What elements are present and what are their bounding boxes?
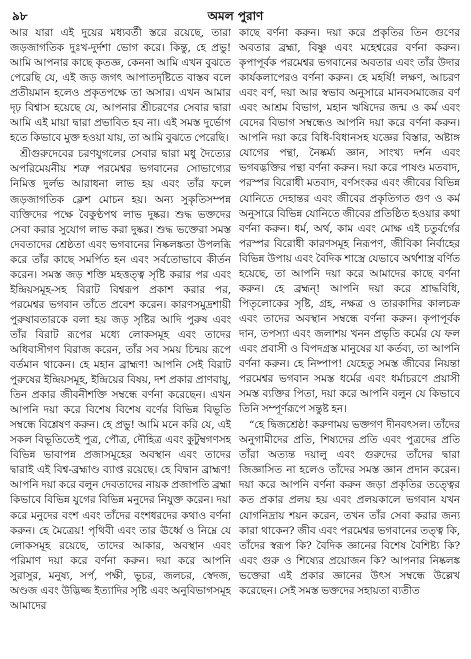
running-title: অমল পুরাণ (207, 9, 264, 23)
text-columns (10, 26, 461, 651)
paragraph: “হে দ্বিজশ্রেষ্ঠ! করুণাময় ভক্তগণ দীনবৎসল। তাঁদের অনুগামীদের প্রতি, শিষ্যদের প্রতি এবং পুত্রদের প্রতি তাঁরা অত্যন্ত দয়ালু এবং গুরুদের তাঁদের দ্বারা জিজ্ঞাসিত না হলেও তাঁদের সমস্ত জ্ঞান প্রদান করেন। দয়া করে আপনি বর্ণনা করুন জড়া প্রকৃতির তত্ত্বের কত প্রকার প্রলয় হয় এবং প্রলয়কালে ভগবান যখন যোগনিদ্রায় শয়ন করেন, তখন তাঁর সেবা করার জন্য কারা থাকেন? জীব এবং পরমেশ্বর ভগবানের তত্ত্ব কি, তাঁদের স্বরূপ কি? বৈদিক জ্ঞানের বিশেষ বৈশিষ্ট্য কি? এবং গুরু ও শিষ্যের প্রয়োজন কি? আপনার নিষ্কলঙ্ক ভক্তেরা এই প্রকার জ্ঞানের উৎস সম্বন্ধে উল্লেখ করেছেন। সেই সমস্ত ভক্তদের সহায়তা ব্যতীত (239, 419, 460, 597)
left-column (10, 26, 231, 651)
right-column (239, 26, 460, 651)
page-header (10, 8, 461, 26)
paragraph: আর যারা এই দুয়ের মধ্যবর্তী স্তরে রয়েছে, তারা জড়জাগতিক দুঃখ-দুর্দশা ভোগ করে। কিন্তু, হে প্রভু! আমি আপনার কাছে কৃতজ্ঞ, কেননা আমি এখন বুঝতে পেরেছি যে, এই জড় জগৎ আপাতদৃষ্টিতে বাস্তব বলে প্রতীয়মান হলেও প্রকৃতপক্ষে তা অসার। এখন আমার দৃঢ় বিশ্বাস হয়েছে যে, আপনার শ্রীচরণের সেবার দ্বারা আমি এই মায়া দ্বারা প্রভাবিত হব না। এই সমস্ত দুর্ভোগ হতে কিভাবে মুক্ত হওয়া যায়, তা আমি বুঝতে পেরেছি। (10, 27, 231, 145)
page-number: ৯৮ (12, 9, 28, 23)
paragraph: কাছে বর্ণনা করুন। দয়া করে প্রকৃতির তিন গুণের অবতার ব্রহ্মা, বিষ্ণু এবং মহেশ্বরের বর্ণনা করুন। কৃপাপূর্বক পরমেশ্বর ভগবানের অবতার এবং তাঁর উদার কার্যকলাপেরও বর্ণনা করুন। হে মহর্ষি! লক্ষণ, আচরণ এবং বর্ণ, দয়া আর স্বভাব অনুসারে মানবসমাজের বর্ণ এবং আশ্রম বিভাগ, মহান ঋষিদের জন্ম ও কর্ম এবং বেদের বিভাগ সম্বন্ধেও আপনি দয়া করে বর্ণনা করুন। আপনি দয়া করে বিধি-বিধানসহ যজ্ঞের বিস্তার, অষ্টাঙ্গ যোগের পন্থা, নৈষ্কর্ম্য জ্ঞান, সাংখ্য দর্শন এবং ভগবদ্ভক্তির পন্থা বর্ণনা করুন। দয়া করে পাষণ্ড মতবাদ, পরস্পর বিরোধী মতবাদ, বর্ণসংকর এবং জীবের বিভিন্ন যোনিতে দেহান্তর এবং জীবের প্রকৃতিগত গুণ ও কর্ম অনুসারে বিভিন্ন যোনিতে জীবের প্রতিষ্ঠিত হওয়ার কথা বর্ণনা করুন। ধর্ম, অর্থ, কাম এবং মোক্ষ এই চতুর্বর্গের পরস্পর বিরোধী কারণসমূহ নিরূপণ, জীবিকা নির্বাহের বিভিন্ন উপায় এবং বৈদিক শাস্ত্রে যেভাবে অর্থশাস্ত্র বর্ণিত হয়েছে, তা আপনি দয়া করে আমাদের কাছে বর্ণনা করুন। হে ব্রহ্মন্! আপনি দয়া করে শ্রাদ্ধবিধি, পিতৃলোকের সৃষ্টি, গ্রহ, নক্ষত্র ও তারকাদির কালচক্র এবং তাদের অবস্থান সম্বন্ধে বর্ণনা করুন। কৃপাপূর্বক দান, তপস্যা এবং জলাশয় খনন প্রভৃতি কর্মের যে ফল এবং প্রবাসী ও বিপদগ্রস্ত মানুষের যা কর্তব্য, তা আপনি বর্ণনা করুন। হে নিষ্পাপ! যেহেতু সমস্ত জীবের নিয়ন্তা পরমেশ্বর ভগবান সমস্ত ধর্মের এবং ধর্মাচরণে প্রয়াসী সমস্ত ব্যক্তির পিতা, দয়া করে আপনি বলুন যে কিভাবে তিনি সম্পূর্ণরূপে সন্তুষ্ট হন। (239, 27, 460, 416)
paragraph: শ্রীগুরুদেবের চরণযুগলের সেবার দ্বারা মধু দৈত্যের অপরিমেয়নীয় শত্রু পরমেশ্বর ভগবানের সোভাগ্যের নিমিত্ত দুর্লভ আরাধনা লাভ হয় এবং তাঁর ফলে জড়জাগতিক ক্লেশ মোচন হয়। অন্য সুকৃতিসম্পন্ন ব্যক্তিদের পক্ষে বৈকুণ্ঠপথ লাভ দুষ্কর। শুদ্ধ ভক্তদের সেবা করার সুযোগ লাভ করা দুষ্কর। শুদ্ধ ভক্তেরা সমস্ত দেবতাদের শ্রেষ্ঠতা এবং ভগবানের নিষ্কলঙ্কতা উপলব্ধি করে তাঁর কাছে সমর্পিত হন এবং সর্বতোভাবে কীর্তন করেন। সমস্ত জড় শক্তি মহত্তত্ত্ব সৃষ্টি করার পর এবং ইন্দ্রিয়সমূহ-সহ বিরাট বিশ্বরূপ প্রকাশ করার পর, পরমেশ্বর ভগবান তাঁতে প্রবেশ করেন। কারণসমুদ্রশায়ী পুরুষাবতারকে বলা হয় জড় সৃষ্টির আদি পুরুষ এবং তাঁর বিরাট রূপের মধ্যে লোকসমূহ এবং তাদের অধিবাসীগণ বিরাজ করেন, তাঁর সব সময় চিন্ময় রূপে বর্তমান থাকেন। হে মহান ব্রাহ্মণ! আপনি সেই বিরাট পুরুষের ইন্দ্রিয়সমূহ, ইন্দ্রিয়ের বিষয়, দশ প্রকার প্রাণবায়ু, তিন প্রকার জীবনীশক্তি সম্বন্ধে বর্ণনা করেছেন। এখন আপনি দয়া করে বিশেষ বিশেষ বর্ণের বিভিন্ন বিভূতি সম্বন্ধে বিশ্লেষণ করুন। হে প্রভু! আমি মনে করি যে, এই সকল বিভূতিতেই পুত্র, পৌত্র, দৌহিত্র এবং কুটুম্বগণসহ বিভিন্ন ভাবাপন্ন প্রজাসমূহের অবস্থান এবং তাদের দ্বারাই এই বিশ্ব-ব্রহ্মাণ্ড ব্যাপ্ত রয়েছে। হে বিদ্বান ব্রাহ্মণ! আপনি দয়া করে বলুন দেবতাদের নায়ক প্রজাপতি ব্রহ্মা কিভাবে বিভিন্ন যুগের বিভিন্ন মনুদের নিযুক্ত করেন। দয়া করে মনুদের বংশ এবং তাঁদের বংশধরদের কথাও বর্ণনা করুন। হে মৈত্রেয়! পৃথিবী এবং তার ঊর্ধ্বে ও নিম্নে যে লোকসমূহ রয়েছে, তাদের আকার, অবস্থান এবং পরিমাণ দয়া করে বর্ণনা করুন। দয়া করে আপনি সুরাসুর, মনুষ্য, সর্প, পক্ষী, ভূচর, জলচর, স্বেদজ, অণ্ডজ এবং উদ্ভিজ্জ ইত্যাদির সৃষ্টি এবং অনুবিভাগসমূহ আমাদের (10, 148, 231, 612)
